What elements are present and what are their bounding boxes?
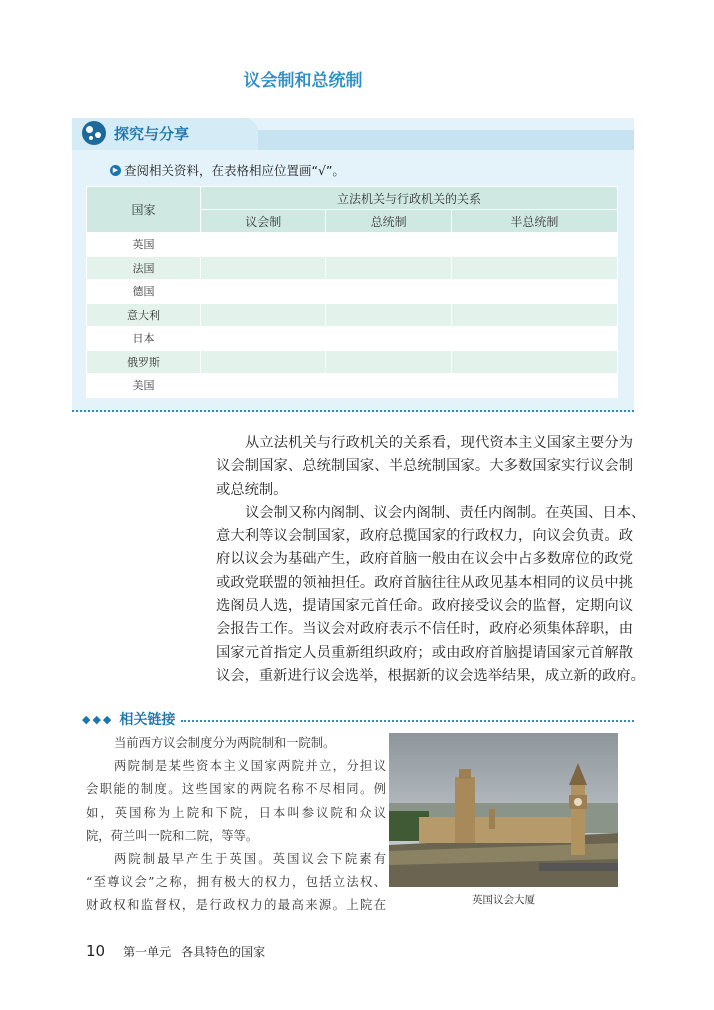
group-header: 立法机关与行政机关的关系 bbox=[201, 187, 618, 210]
dotted-line bbox=[181, 720, 634, 722]
check-cell[interactable] bbox=[201, 374, 326, 398]
check-cell[interactable] bbox=[451, 280, 617, 304]
page-footer bbox=[86, 942, 265, 960]
text-line: 当前西方议会制度分为两院制和一院制。 bbox=[114, 736, 336, 750]
photo-caption: 英国议会大厦 bbox=[472, 894, 535, 906]
globe-icon bbox=[82, 121, 106, 145]
check-cell[interactable] bbox=[201, 233, 326, 257]
country-cell: 法国 bbox=[87, 256, 201, 280]
check-cell[interactable] bbox=[451, 256, 617, 280]
instruction-text: 查阅相关资料，在表格相应位置画“√”。 bbox=[124, 163, 345, 178]
arrow-bullet-icon: ▶ bbox=[110, 165, 121, 176]
unit-title: 各具特色的国家 bbox=[181, 944, 266, 959]
text-line: 议会制又称内阁制、议会内阁制、责任内阁制。在英国、日本、 bbox=[245, 504, 646, 521]
text-line: 会职能的制度。这些国家的两院名称不尽相同。例 bbox=[86, 782, 386, 797]
explore-label: 探究与分享 bbox=[114, 125, 190, 143]
check-cell[interactable] bbox=[201, 303, 326, 327]
check-cell[interactable] bbox=[451, 350, 617, 374]
check-cell[interactable] bbox=[451, 374, 617, 398]
check-cell[interactable] bbox=[451, 327, 617, 351]
section-title: 议会制和总统制 bbox=[243, 71, 363, 91]
unit-label: 第一单元 bbox=[123, 944, 172, 959]
table-row bbox=[87, 303, 618, 327]
text-line: 议会制国家、总统制国家、半总统制国家。大多数国家实行议会制 bbox=[216, 458, 633, 475]
text-line: 意大利等议会制国家，政府总揽国家的行政权力，向议会负责。政 bbox=[216, 528, 633, 545]
body-text bbox=[216, 432, 646, 688]
instruction bbox=[110, 161, 345, 179]
explore-share-box bbox=[72, 118, 634, 412]
table-row bbox=[87, 350, 618, 374]
dotted-divider bbox=[72, 410, 634, 412]
check-cell[interactable] bbox=[326, 233, 451, 257]
check-cell[interactable] bbox=[451, 233, 617, 257]
col-header: 总统制 bbox=[326, 210, 451, 233]
diamond-icons: ◆◆◆ bbox=[82, 712, 114, 726]
text-line: “至尊议会”之称，拥有极大的权力，包括立法权、 bbox=[86, 875, 386, 890]
text-line: 或总统制。 bbox=[216, 481, 288, 498]
check-cell[interactable] bbox=[326, 303, 451, 327]
check-cell[interactable] bbox=[201, 327, 326, 351]
page-number: 10 bbox=[86, 942, 106, 960]
parliament-photo bbox=[389, 733, 618, 887]
country-cell: 俄罗斯 bbox=[87, 350, 201, 374]
check-cell[interactable] bbox=[201, 256, 326, 280]
text-line: 两院制最早产生于英国。英国议会下院素有 bbox=[114, 852, 386, 867]
country-cell: 英国 bbox=[87, 233, 201, 257]
explore-tab bbox=[72, 118, 258, 150]
col-header: 半总统制 bbox=[451, 210, 617, 233]
country-cell: 德国 bbox=[87, 280, 201, 304]
table-row bbox=[87, 374, 618, 398]
table-row bbox=[87, 256, 618, 280]
text-line: 从立法机关与行政机关的关系看，现代资本主义国家主要分为 bbox=[245, 435, 633, 451]
related-title: 相关链接 bbox=[119, 712, 176, 728]
country-cell: 美国 bbox=[87, 374, 201, 398]
text-line: 财政权和监督权，是行政权力的最高来源。上院在 bbox=[86, 898, 386, 913]
text-line: 院，荷兰叫一院和二院，等等。 bbox=[86, 828, 259, 843]
related-text bbox=[86, 732, 386, 918]
text-line: 选阁员人选，提请国家元首任命。政府接受议会的监督，定期向议 bbox=[216, 598, 633, 615]
check-cell[interactable] bbox=[201, 280, 326, 304]
check-cell[interactable] bbox=[326, 256, 451, 280]
country-cell: 意大利 bbox=[87, 303, 201, 327]
table-row bbox=[87, 327, 618, 351]
text-line: 如，英国称为上院和下院，日本叫参议院和众议 bbox=[86, 805, 386, 820]
check-cell[interactable] bbox=[326, 374, 451, 398]
text-line: 府以议会为基础产生，政府首脑一般由在议会中占多数席位的政党 bbox=[216, 551, 633, 568]
country-cell: 日本 bbox=[87, 327, 201, 351]
text-line: 国家元首指定人员重新组织政府；或由政府首脑提请国家元首解散 bbox=[216, 644, 633, 661]
related-links-header bbox=[82, 709, 634, 729]
text-line: 两院制是某些资本主义国家两院并立，分担议 bbox=[114, 759, 386, 774]
col-header: 议会制 bbox=[201, 210, 326, 233]
government-type-table bbox=[86, 186, 618, 398]
check-cell[interactable] bbox=[326, 350, 451, 374]
text-line: 会报告工作。当议会对政府表示不信任时，政府必须集体辞职，由 bbox=[216, 621, 633, 638]
check-cell[interactable] bbox=[326, 327, 451, 351]
check-cell[interactable] bbox=[451, 303, 617, 327]
text-line: 或政党联盟的领袖担任。政府首脑往往从政见基本相同的议员中挑 bbox=[216, 574, 633, 591]
table-row bbox=[87, 233, 618, 257]
country-header: 国家 bbox=[87, 187, 201, 233]
check-cell[interactable] bbox=[326, 280, 451, 304]
check-cell[interactable] bbox=[201, 350, 326, 374]
text-line: 议会，重新进行议会选举，根据新的议会选举结果，成立新的政府。 bbox=[216, 667, 645, 684]
table-row bbox=[87, 280, 618, 304]
